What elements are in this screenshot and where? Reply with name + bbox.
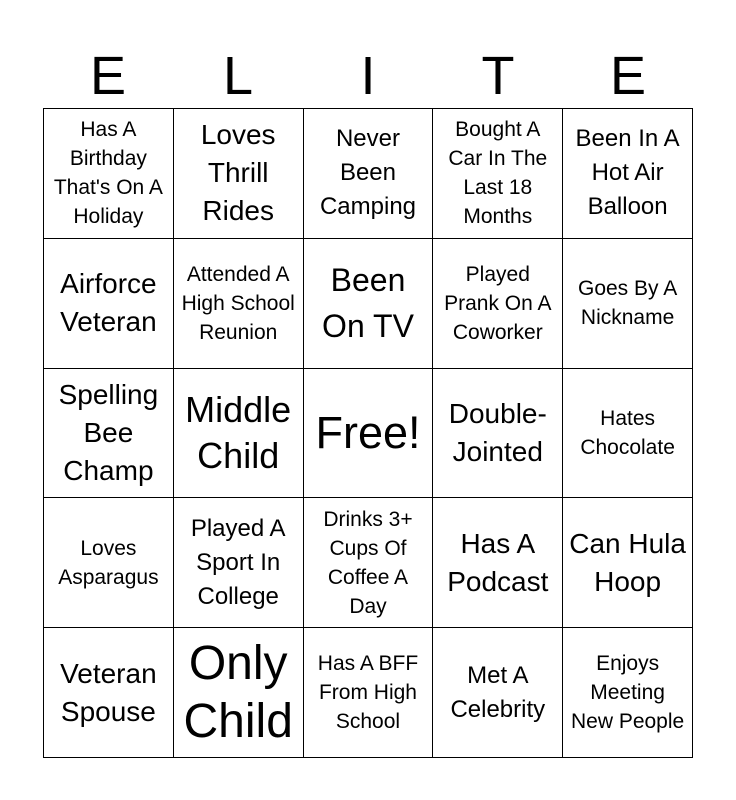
bingo-cell[interactable] [174, 369, 304, 499]
cell-text: Airforce Veteran [60, 268, 157, 338]
bingo-cell[interactable] [563, 498, 693, 628]
cell-text: Been On TV [322, 262, 414, 345]
cell-text: Never Been Camping [319, 125, 417, 221]
cell-text: Has A Birthday That's On A Holiday [53, 118, 163, 229]
header-letter-i: I [360, 46, 376, 106]
bingo-cell[interactable] [433, 109, 563, 239]
bingo-cell[interactable] [44, 239, 174, 369]
bingo-cell[interactable] [304, 498, 434, 628]
bingo-cell[interactable] [174, 109, 304, 239]
cell-text: Drinks 3+ Cups Of Coffee A Day [323, 507, 413, 618]
cell-text: Loves Asparagus [58, 536, 159, 589]
bingo-cell[interactable] [563, 369, 693, 499]
cell-text: Loves Thrill Rides [200, 119, 276, 227]
bingo-cell[interactable] [304, 109, 434, 239]
bingo-cell[interactable] [304, 628, 434, 758]
bingo-board [43, 108, 693, 758]
bingo-cell[interactable] [44, 498, 174, 628]
bingo-header [43, 44, 693, 108]
header-letter-e2: E [609, 46, 647, 106]
header-letter-l: L [222, 46, 254, 106]
bingo-cell-free[interactable] [304, 369, 434, 499]
bingo-cell[interactable] [44, 628, 174, 758]
cell-text: Only Child [183, 636, 293, 748]
cell-text: Spelling Bee Champ [58, 378, 159, 486]
cell-text: Met A Celebrity [450, 661, 546, 723]
cell-text: Been In A Hot Air Balloon [575, 125, 680, 221]
cell-text: Veteran Spouse [60, 657, 157, 727]
bingo-cell[interactable] [174, 498, 304, 628]
bingo-cell[interactable] [304, 239, 434, 369]
bingo-cell[interactable] [44, 369, 174, 499]
bingo-cell[interactable] [563, 109, 693, 239]
cell-text: Enjoys Meeting New People [570, 652, 685, 734]
cell-text: Attended A High School Reunion [181, 262, 295, 344]
cell-text: Played Prank On A Coworker [444, 262, 552, 344]
bingo-cell[interactable] [433, 498, 563, 628]
header-letter-e1: E [89, 46, 127, 106]
bingo-cell[interactable] [563, 628, 693, 758]
cell-text: Goes By A Nickname [577, 277, 678, 330]
bingo-cell[interactable] [563, 239, 693, 369]
bingo-cell[interactable] [174, 628, 304, 758]
cell-text: Double-Jointed [448, 397, 547, 467]
cell-text: Can Hula Hoop [569, 527, 686, 597]
cell-text: Has A Podcast [447, 527, 549, 597]
cell-text: Bought A Car In The Last 18 Months [448, 118, 548, 229]
cell-text: Has A BFF From High School [317, 652, 419, 734]
bingo-cell[interactable] [433, 628, 563, 758]
free-space-text: Free! [315, 406, 421, 458]
cell-text: Middle Child [185, 388, 292, 476]
bingo-cell[interactable] [44, 109, 174, 239]
cell-text: Played A Sport In College [190, 514, 286, 610]
bingo-cell[interactable] [433, 239, 563, 369]
header-letter-t: T [481, 46, 515, 106]
bingo-cell[interactable] [174, 239, 304, 369]
bingo-cell[interactable] [433, 369, 563, 499]
cell-text: Hates Chocolate [580, 406, 675, 459]
